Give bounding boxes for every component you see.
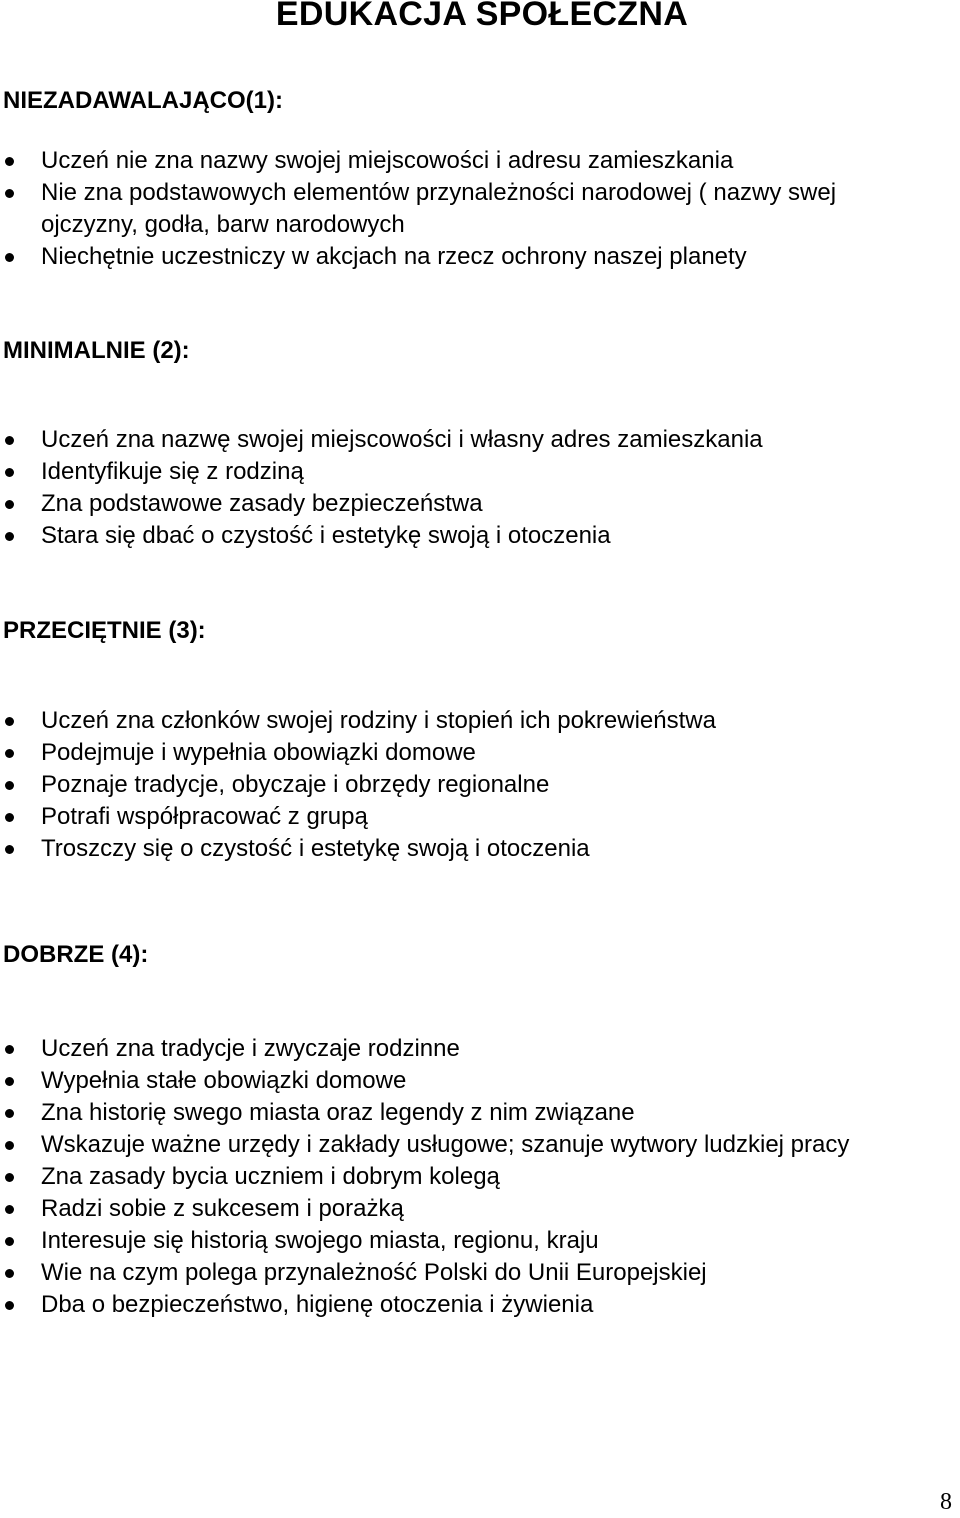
bullet-icon — [5, 436, 14, 445]
criteria-list-1 — [0, 145, 921, 273]
list-item — [0, 1225, 849, 1257]
bullet-icon — [5, 1237, 14, 1246]
list-item — [0, 1193, 849, 1225]
document-title — [0, 0, 960, 34]
section-heading-przecietnie: PRZECIĘTNIE (3): — [3, 617, 206, 644]
list-item — [0, 1129, 849, 1161]
bullet-icon — [5, 1301, 14, 1310]
list-item-text: Nie zna podstawowych elementów przynależności narodowej ( nazwy swej ojczyzny, godła, barw narodowych — [41, 179, 837, 238]
list-item — [0, 145, 921, 177]
bullet-icon — [5, 532, 14, 541]
bullet-icon — [5, 1109, 14, 1118]
list-item — [0, 1257, 849, 1289]
list-item-text: Zna zasady bycia uczniem i dobrym kolegą — [41, 1163, 500, 1190]
page-number: 8 — [940, 1489, 952, 1515]
list-item-text: Wskazuje ważne urzędy i zakłady usługowe; szanuje wytwory ludzkiej pracy — [41, 1131, 850, 1158]
list-item-text: Stara się dbać o czystość i estetykę swoją i otoczenia — [41, 522, 611, 549]
list-item — [0, 1097, 849, 1129]
bullet-icon — [5, 253, 14, 262]
list-item-text: Identyfikuje się z rodziną — [41, 458, 304, 485]
section-heading-niezadawalajaco: NIEZADAWALAJĄCO(1): — [3, 87, 283, 114]
bullet-icon — [5, 845, 14, 854]
list-item-text: Uczeń zna członków swojej rodziny i stopień ich pokrewieństwa — [41, 707, 716, 734]
list-item — [0, 177, 921, 241]
bullet-icon — [5, 1173, 14, 1182]
list-item-text: Wie na czym polega przynależność Polski do Unii Europejskiej — [41, 1259, 707, 1286]
bullet-icon — [5, 1205, 14, 1214]
list-item — [0, 1289, 849, 1321]
list-item-text: Uczeń nie zna nazwy swojej miejscowości i adresu zamieszkania — [41, 147, 734, 174]
list-item — [0, 424, 763, 456]
bullet-icon — [5, 781, 14, 790]
list-item-text: Potrafi współpracować z grupą — [41, 803, 368, 830]
list-item-text: Dba o bezpieczeństwo, higienę otoczenia i żywienia — [41, 1291, 594, 1318]
criteria-list-4 — [0, 1033, 849, 1321]
bullet-icon — [5, 500, 14, 509]
list-item-text: Uczeń zna nazwę swojej miejscowości i własny adres zamieszkania — [41, 426, 763, 453]
list-item — [0, 1033, 849, 1065]
list-item — [0, 1065, 849, 1097]
bullet-icon — [5, 749, 14, 758]
list-item-text: Zna historię swego miasta oraz legendy z nim związane — [41, 1099, 635, 1126]
bullet-icon — [5, 189, 14, 198]
list-item — [0, 705, 716, 737]
list-item — [0, 801, 716, 833]
list-item — [0, 488, 763, 520]
bullet-icon — [5, 1077, 14, 1086]
bullet-icon — [5, 157, 14, 166]
bullet-icon — [5, 1045, 14, 1054]
list-item — [0, 241, 921, 273]
list-item — [0, 737, 716, 769]
bullet-icon — [5, 1269, 14, 1278]
list-item — [0, 769, 716, 801]
bullet-icon — [5, 1141, 14, 1150]
section-heading-minimalnie: MINIMALNIE (2): — [3, 337, 190, 364]
section-heading-dobrze: DOBRZE (4): — [3, 941, 149, 968]
list-item-text: Podejmuje i wypełnia obowiązki domowe — [41, 739, 476, 766]
list-item-text: Radzi sobie z sukcesem i porażką — [41, 1195, 404, 1222]
bullet-icon — [5, 813, 14, 822]
list-item-text: Niechętnie uczestniczy w akcjach na rzecz ochrony naszej planety — [41, 243, 747, 270]
list-item — [0, 833, 716, 865]
list-item-text: Interesuje się historią swojego miasta, regionu, kraju — [41, 1227, 599, 1254]
list-item — [0, 456, 763, 488]
bullet-icon — [5, 468, 14, 477]
document-title-text: EDUKACJA SPOŁECZNA — [275, 0, 689, 33]
list-item-text: Zna podstawowe zasady bezpieczeństwa — [41, 490, 483, 517]
list-item — [0, 1161, 849, 1193]
list-item-text: Troszczy się o czystość i estetykę swoją i otoczenia — [41, 835, 590, 862]
bullet-icon — [5, 717, 14, 726]
list-item-text: Wypełnia stałe obowiązki domowe — [41, 1067, 407, 1094]
list-item-text: Poznaje tradycje, obyczaje i obrzędy regionalne — [41, 771, 550, 798]
criteria-list-2 — [0, 424, 763, 552]
criteria-list-3 — [0, 705, 716, 865]
list-item — [0, 520, 763, 552]
list-item-text: Uczeń zna tradycje i zwyczaje rodzinne — [41, 1035, 460, 1062]
